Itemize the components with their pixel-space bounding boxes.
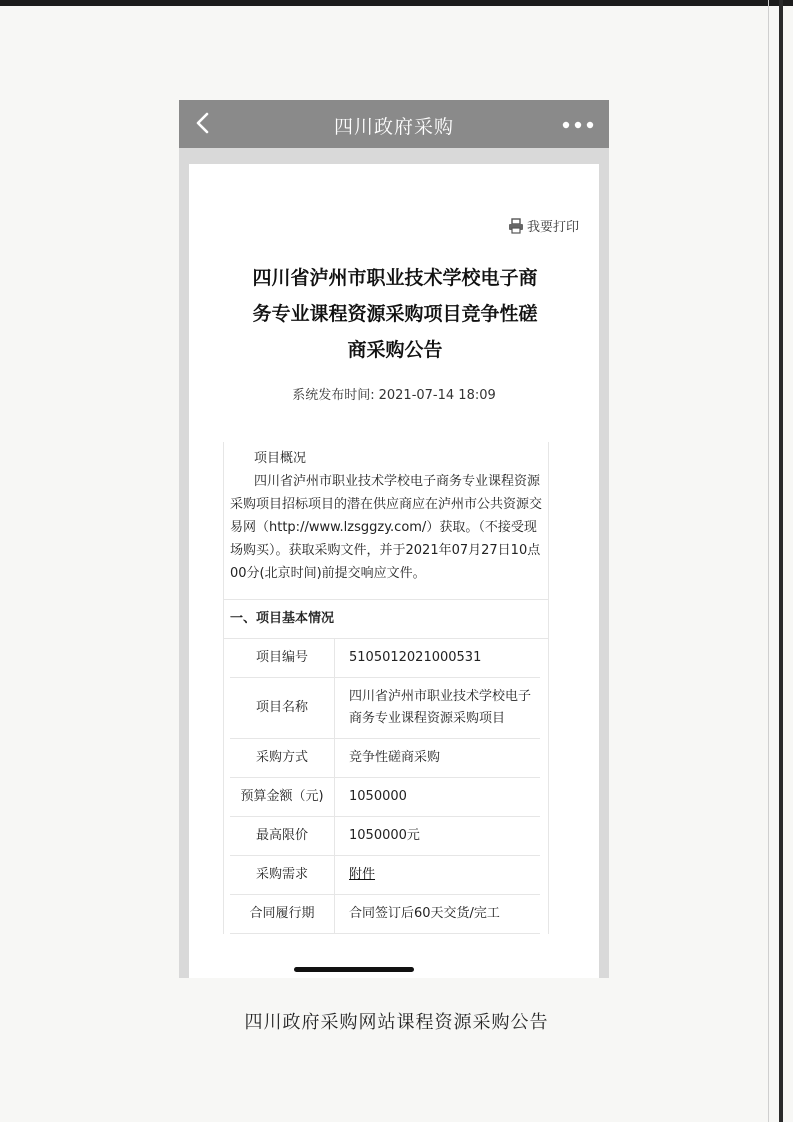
table-row (230, 856, 540, 895)
row-value: 5105012021000531 (335, 639, 541, 678)
print-label: 我要打印 (526, 220, 579, 235)
article-title (225, 260, 565, 368)
more-dots-icon[interactable] (561, 120, 595, 130)
publish-time (189, 384, 599, 403)
table-row (230, 895, 540, 934)
table-row (230, 817, 540, 856)
publish-label: 系统发布时间: (292, 388, 375, 403)
scan-edge-line (768, 0, 769, 1122)
row-value: 1050000元 (335, 817, 541, 856)
attachment-link[interactable]: 附件 (349, 867, 376, 882)
row-value: 四川省泸州市职业技术学校电子商务专业课程资源采购项目 (335, 678, 541, 739)
table-row (230, 778, 540, 817)
phone-screenshot (179, 100, 609, 978)
row-key: 采购方式 (230, 739, 335, 778)
nav-title: 四川政府采购 (333, 116, 454, 138)
row-key: 项目编号 (230, 639, 335, 678)
row-value: 竞争性磋商采购 (335, 739, 541, 778)
row-key: 采购需求 (230, 856, 335, 895)
printer-icon (508, 218, 524, 234)
overview-section (224, 442, 548, 600)
article-title-line: 务专业课程资源采购项目竞争性磋 (252, 303, 538, 325)
row-value: 1050000 (335, 778, 541, 817)
overview-text: 四川省泸州市职业技术学校电子商务专业课程资源采购项目招标项目的潜在供应商应在泸州市公共资源交易网（http://www.lzsggzy.com/）获取。（不接受现场购买）。获取采购文件，并于2021年07月27日10点00分(北京时间)前提交响应文件。 (230, 474, 543, 581)
project-info-table (230, 639, 540, 934)
row-key: 项目名称 (230, 678, 335, 739)
article-title-line: 商采购公告 (347, 339, 443, 361)
article-card (189, 164, 599, 978)
scan-edge-top (0, 0, 793, 6)
table-row (230, 678, 540, 739)
article-title-line: 四川省泸州市职业技术学校电子商 (252, 267, 538, 289)
article-content (223, 442, 549, 934)
table-row (230, 739, 540, 778)
figure-caption: 四川政府采购网站课程资源采购公告 (244, 1012, 549, 1033)
row-value (335, 856, 541, 895)
scan-edge-right (779, 0, 783, 1122)
print-button[interactable] (508, 216, 579, 235)
section-heading: 一、项目基本情况 (224, 600, 548, 639)
row-key: 预算金额（元) (230, 778, 335, 817)
row-key: 最高限价 (230, 817, 335, 856)
nav-bar (179, 100, 609, 148)
row-key: 合同履行期 (230, 895, 335, 934)
row-value: 合同签订后60天交货/完工 (335, 895, 541, 934)
overview-label: 项目概况 (254, 451, 307, 466)
table-row (230, 639, 540, 678)
home-indicator[interactable] (294, 967, 414, 972)
publish-value: 2021-07-14 18:09 (378, 388, 496, 403)
